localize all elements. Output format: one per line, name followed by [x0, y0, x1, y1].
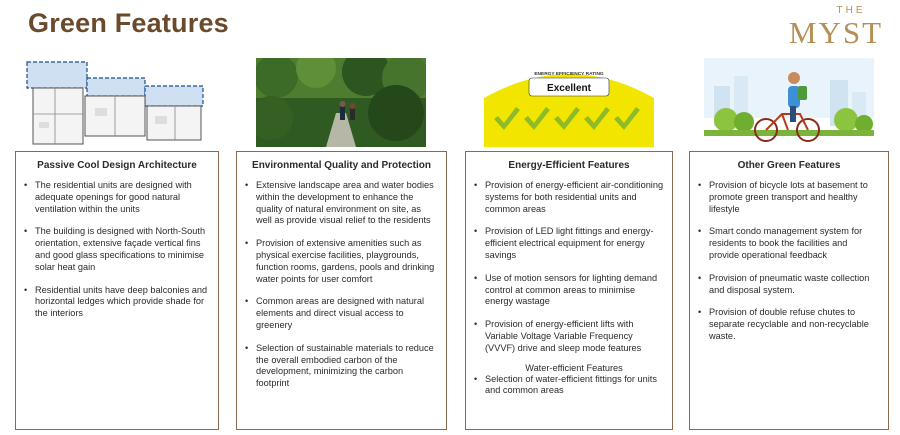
- brand-logo: [788, 5, 884, 51]
- list-item: • Use of motion sensors for lighting demand control at common areas to minimise energy wastage: [474, 273, 664, 308]
- list-item: • Provision of double refuse chutes to separate recyclable and non-recyclable waste.: [698, 307, 880, 342]
- list-item: • Smart condo management system for residents to book the facilities and provide operational feedback: [698, 226, 880, 261]
- cyclist-illustration: [704, 58, 874, 147]
- list-item: • Provision of energy-efficient air-conditioning systems for both residential units and common areas: [474, 180, 664, 215]
- feature-list: [16, 178, 218, 320]
- list-item: • Residential units have deep balconies and horizontal ledges which provide shade for the interiors: [24, 285, 210, 320]
- logo-line-2: MYST: [788, 15, 884, 50]
- list-item: • Provision of LED light fittings and energy-efficient electrical equipment for energy savings: [474, 226, 664, 261]
- list-item: • Provision of energy-efficient lifts with Variable Voltage Variable Frequency (VVVF) drive and sleep mode features: [474, 319, 664, 354]
- list-item: • Selection of water-efficient fittings for units and common areas: [474, 374, 664, 398]
- water-feature-list: [466, 374, 672, 398]
- floor-plan-image: [25, 58, 207, 147]
- feature-list: [466, 178, 672, 355]
- garden-path-photo: [256, 58, 426, 147]
- energy-rating-caption: ENERGY EFFICIENCY RATING: [534, 72, 604, 77]
- list-item: • The residential units are designed with adequate openings for good natural ventilation within the units: [24, 180, 210, 215]
- energy-rating-value: Excellent: [547, 83, 591, 94]
- list-item: • Provision of extensive amenities such as physical exercise facilities, playgrounds, function rooms, gardens, pools and drinking water points for user comfort: [245, 238, 438, 285]
- page-title: Green Features: [28, 8, 229, 38]
- list-item: • Provision of bicycle lots at basement to promote green transport and healthy lifestyle: [698, 180, 880, 215]
- list-item: • The building is designed with North-South orientation, extensive façade vertical fins and good glass specifications to minimise solar heat gain: [24, 226, 210, 273]
- card-energy-efficient: [465, 151, 673, 430]
- card-environmental-quality: [236, 151, 447, 430]
- card-title: Passive Cool Design Architecture: [37, 160, 197, 171]
- card-title: Energy-Efficient Features: [508, 160, 630, 171]
- list-item: • Extensive landscape area and water bodies within the development to enhance the quality of natural environment on site, as well as provide visual relief to the residents: [245, 180, 438, 227]
- card-passive-cool-design: [15, 151, 219, 430]
- water-efficient-subtitle: Water-efficient Features: [525, 362, 623, 373]
- list-item: • Selection of sustainable materials to reduce the overall embodied carbon of the development, minimizing the carbon footprint: [245, 343, 438, 390]
- feature-list: [237, 178, 446, 390]
- logo-line-1: THE: [836, 5, 866, 16]
- list-item: • Provision of pneumatic waste collection and disposal system.: [698, 273, 880, 297]
- energy-rating-badge: [484, 58, 654, 147]
- card-other-green-features: [689, 151, 889, 430]
- feature-list: [690, 178, 888, 343]
- card-title: Environmental Quality and Protection: [252, 160, 431, 171]
- card-title: Other Green Features: [737, 160, 841, 171]
- list-item: • Common areas are designed with natural elements and direct visual access to greenery: [245, 296, 438, 331]
